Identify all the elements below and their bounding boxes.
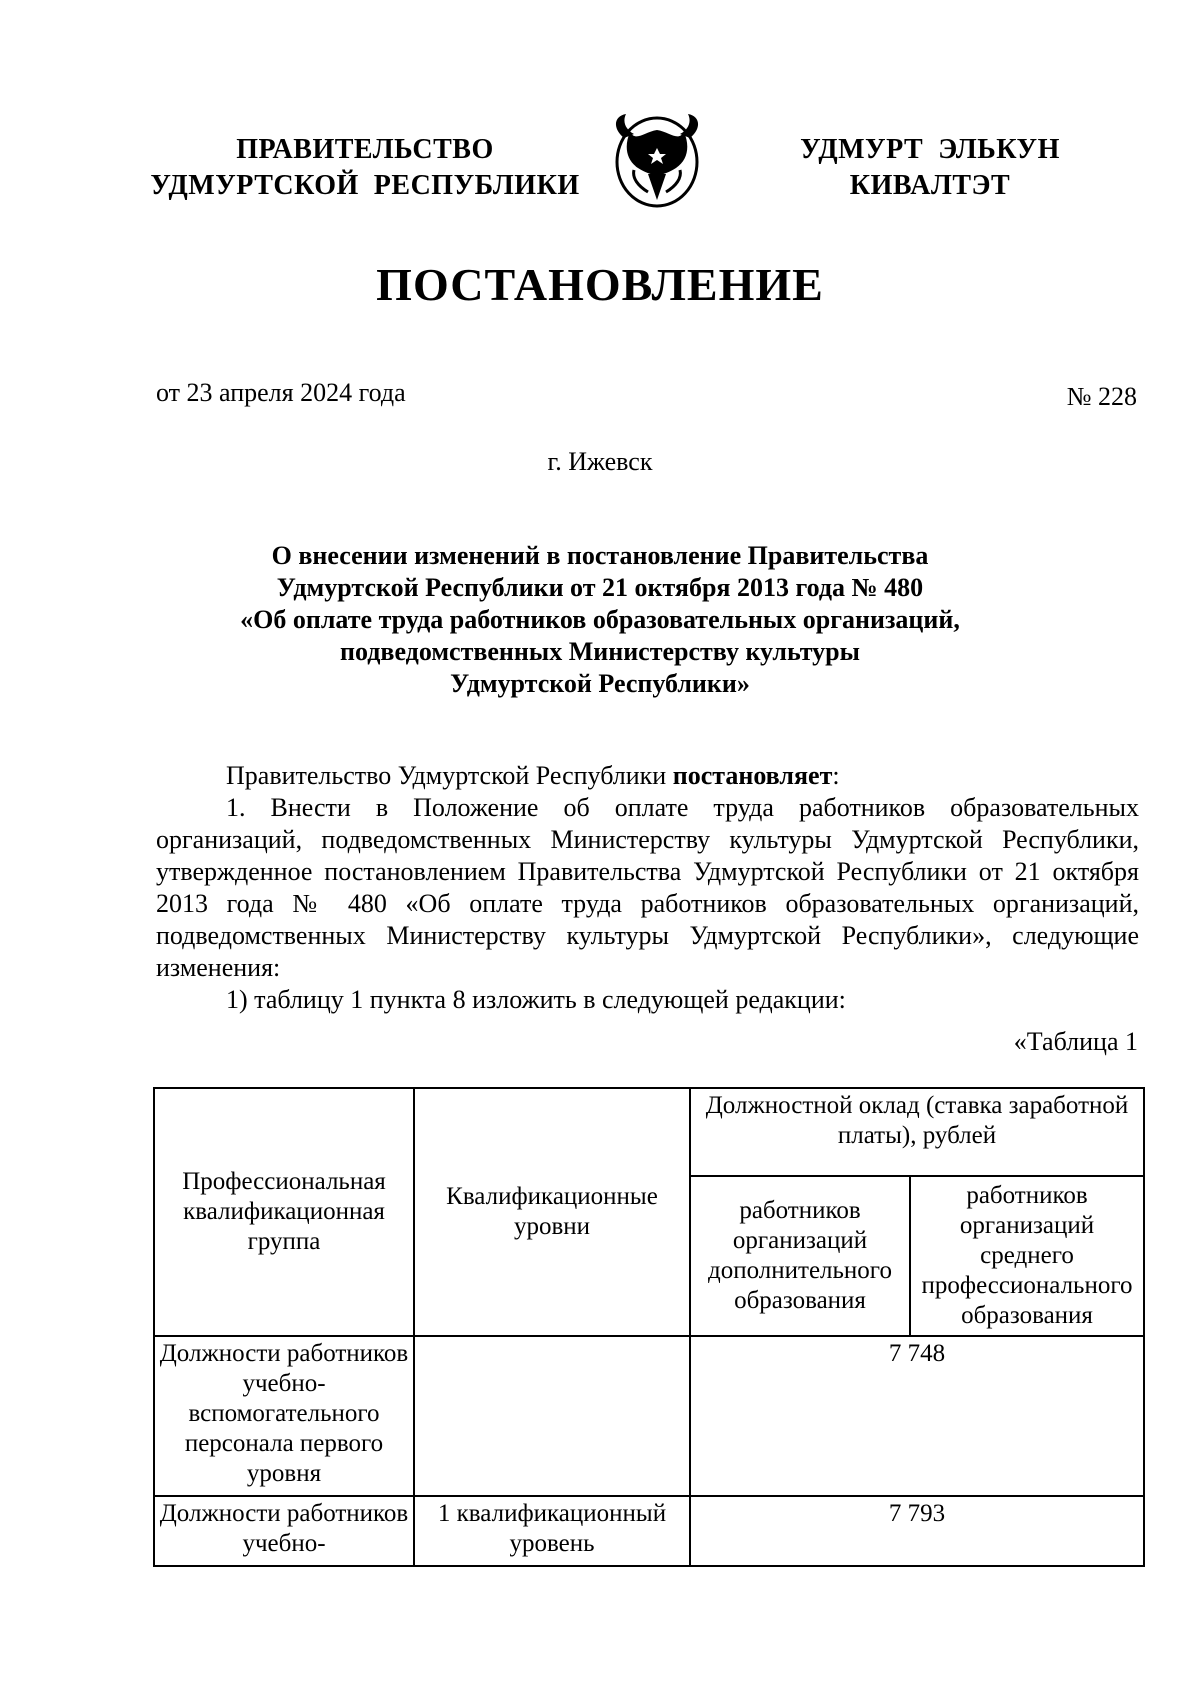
intro-keyword: постановляет bbox=[672, 761, 833, 790]
header-secondary-education: работников организаций среднего профессионального образования bbox=[910, 1176, 1144, 1336]
table-row bbox=[154, 1336, 1144, 1496]
document-city: г. Ижевск bbox=[547, 447, 653, 476]
government-name-udmurt bbox=[775, 132, 1085, 204]
subject-line: Удмуртской Республики от 21 октября 2013 года № 480 bbox=[276, 573, 924, 602]
paragraph-1: 1. Внести в Положение об оплате труда работников образовательных организаций, подведомственных Министерству культуры Удмуртской Республики, утвержденное постановлением Правительства Удмуртской Республики от 21 октября 2013 года № 480 «Об оплате труда работников образовательных организаций, подведомственных Министерству культуры Удмуртской Республики», следующие изменения: bbox=[156, 793, 1139, 982]
header-levels: Квалификационные уровни bbox=[414, 1088, 690, 1336]
government-name-udmurt-line-2: КИВАЛТЭТ bbox=[849, 170, 1011, 201]
row-group: Должности работников учебно- bbox=[154, 1496, 414, 1566]
intro-text: Правительство Удмуртской Республики bbox=[226, 761, 673, 790]
document-date: от 23 апреля 2024 года bbox=[156, 378, 406, 407]
header-group: Профессиональная квалификационная группа bbox=[154, 1088, 414, 1336]
subject-line: «Об оплате труда работников образовательных организаций, bbox=[240, 605, 960, 634]
document-subject bbox=[100, 540, 1100, 700]
government-name-russian bbox=[130, 132, 600, 204]
subject-line: О внесении изменений в постановление Правительства bbox=[271, 541, 929, 570]
document-body bbox=[156, 760, 1139, 1016]
row-value: 7 748 bbox=[690, 1336, 1144, 1496]
intro-colon: : bbox=[832, 761, 840, 790]
subject-line: Удмуртской Республики» bbox=[450, 669, 750, 698]
row-level bbox=[414, 1336, 690, 1496]
government-name-line-2: УДМУРТСКОЙ РЕСПУБЛИКИ bbox=[150, 170, 580, 201]
udmurtia-coat-of-arms-icon bbox=[604, 108, 710, 212]
row-level: 1 квалификационный уровень bbox=[414, 1496, 690, 1566]
government-name-udmurt-line-1: УДМУРТ ЭЛЬКУН bbox=[800, 134, 1060, 165]
table-row bbox=[154, 1496, 1144, 1566]
intro-paragraph bbox=[156, 760, 1139, 792]
table-header-row bbox=[154, 1088, 1144, 1176]
subject-line: подведомственных Министерству культуры bbox=[340, 637, 860, 666]
header-additional-education: работников организаций дополнительного образования bbox=[690, 1176, 910, 1336]
table-caption: «Таблица 1 bbox=[1013, 1027, 1138, 1056]
government-name-line-1: ПРАВИТЕЛЬСТВО bbox=[236, 134, 494, 165]
document-title: ПОСТАНОВЛЕНИЕ bbox=[376, 259, 824, 310]
salary-table bbox=[153, 1087, 1145, 1567]
item-1: 1) таблицу 1 пункта 8 изложить в следующей редакции: bbox=[226, 985, 846, 1014]
header-salary: Должностной оклад (ставка заработной платы), рублей bbox=[690, 1088, 1144, 1176]
document-number: № 228 bbox=[1066, 382, 1137, 411]
row-value: 7 793 bbox=[690, 1496, 1144, 1566]
row-group: Должности работников учебно-вспомогательного персонала первого уровня bbox=[154, 1336, 414, 1496]
